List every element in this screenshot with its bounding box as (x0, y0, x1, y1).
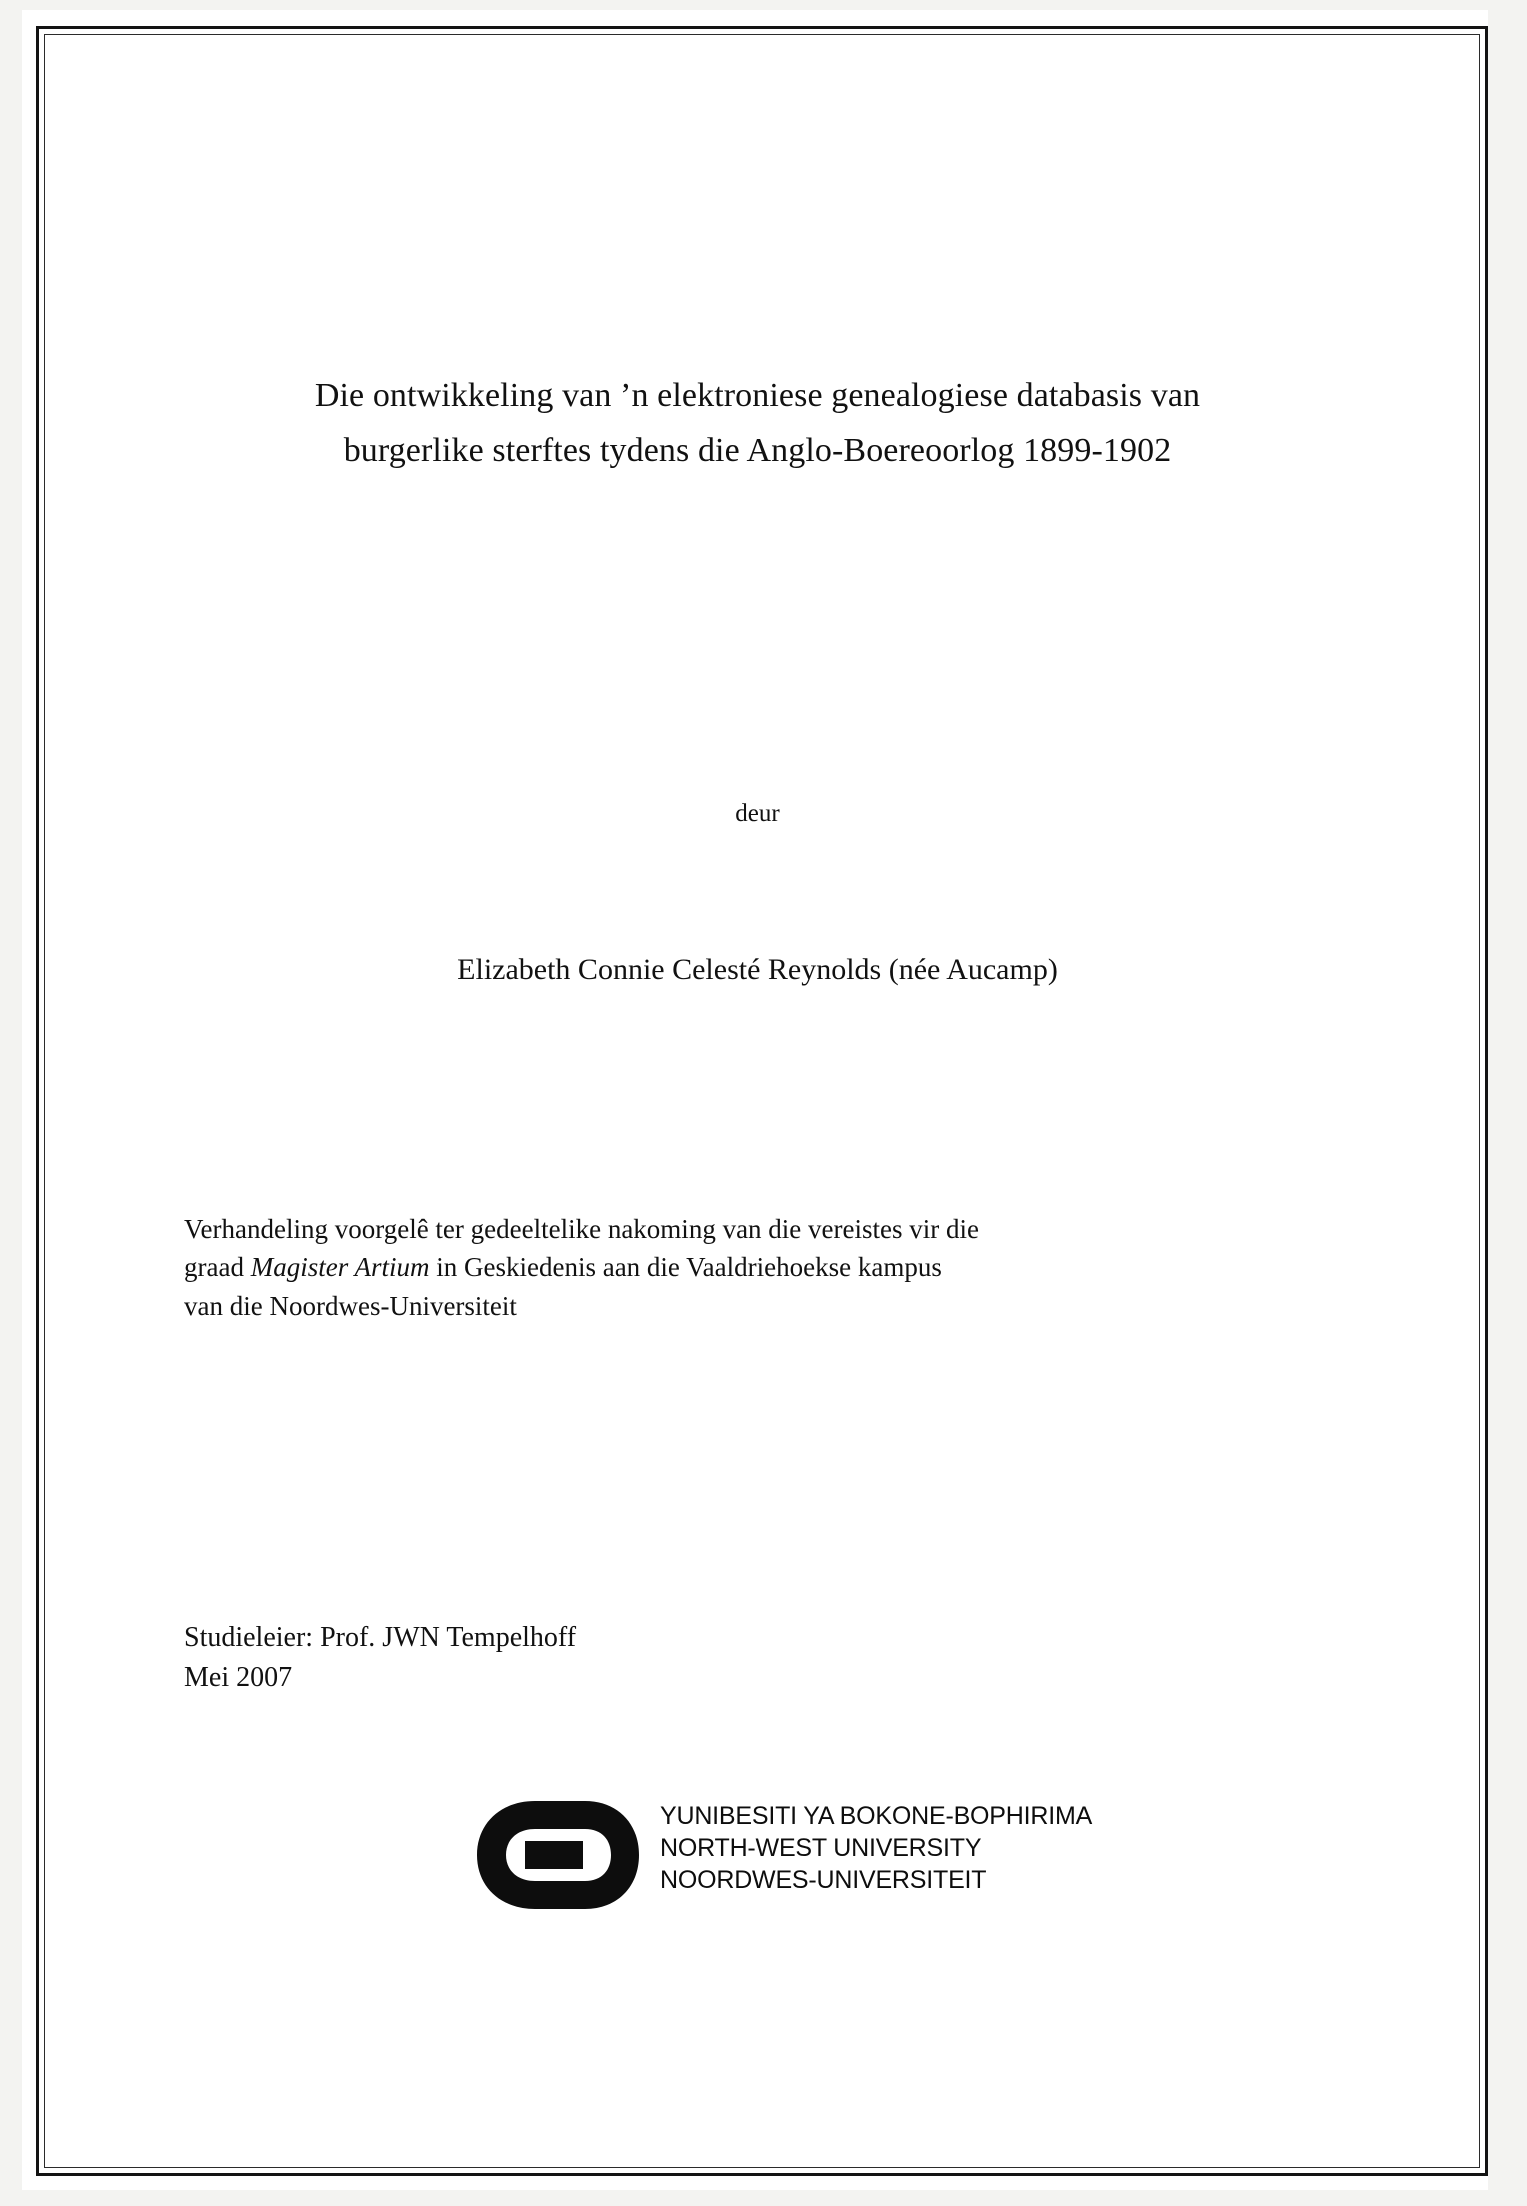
degree-statement (184, 1210, 1332, 1325)
statement-line-1: Verhandeling voorgelê ter gedeeltelike nakoming van die vereistes vir die (184, 1214, 979, 1244)
logo-text-block (660, 1801, 1092, 1896)
statement-line-2-prefix: graad (184, 1252, 251, 1283)
title-line-2: burgerlike sterftes tydens die Anglo-Boereoorlog 1899-1902 (343, 432, 1172, 470)
supervisor-name: Studieleier: Prof. JWN Tempelhoff (184, 1622, 577, 1653)
nwu-logo-icon (465, 1795, 650, 1915)
supervisor-block (184, 1618, 1084, 1698)
title-page-content (180, 0, 1335, 2206)
author-name: Elizabeth Connie Celesté Reynolds (née Aucamp) (457, 953, 1058, 986)
statement-line-3: van die Noordwes-Universiteit (184, 1290, 517, 1321)
title-line-1: Die ontwikkeling van ’n elektroniese genealogiese databasis van (314, 377, 1201, 414)
statement-line-2-suffix: in Geskiedenis aan die Vaaldriehoekse kampus (429, 1252, 942, 1283)
logo-line-3: NOORDWES-UNIVERSITEIT (660, 1865, 987, 1894)
by-label: deur (735, 800, 780, 827)
logo-line-2: NORTH-WEST UNIVERSITY (660, 1833, 982, 1862)
statement-line-2 (184, 1248, 1332, 1286)
page-title (180, 368, 1335, 478)
submission-date: Mei 2007 (184, 1661, 293, 1693)
university-logo (465, 1795, 1165, 1925)
logo-line-1: YUNIBESITI YA BOKONE-BOPHIRIMA (660, 1802, 1093, 1830)
degree-name: Magister Artium (250, 1252, 430, 1283)
